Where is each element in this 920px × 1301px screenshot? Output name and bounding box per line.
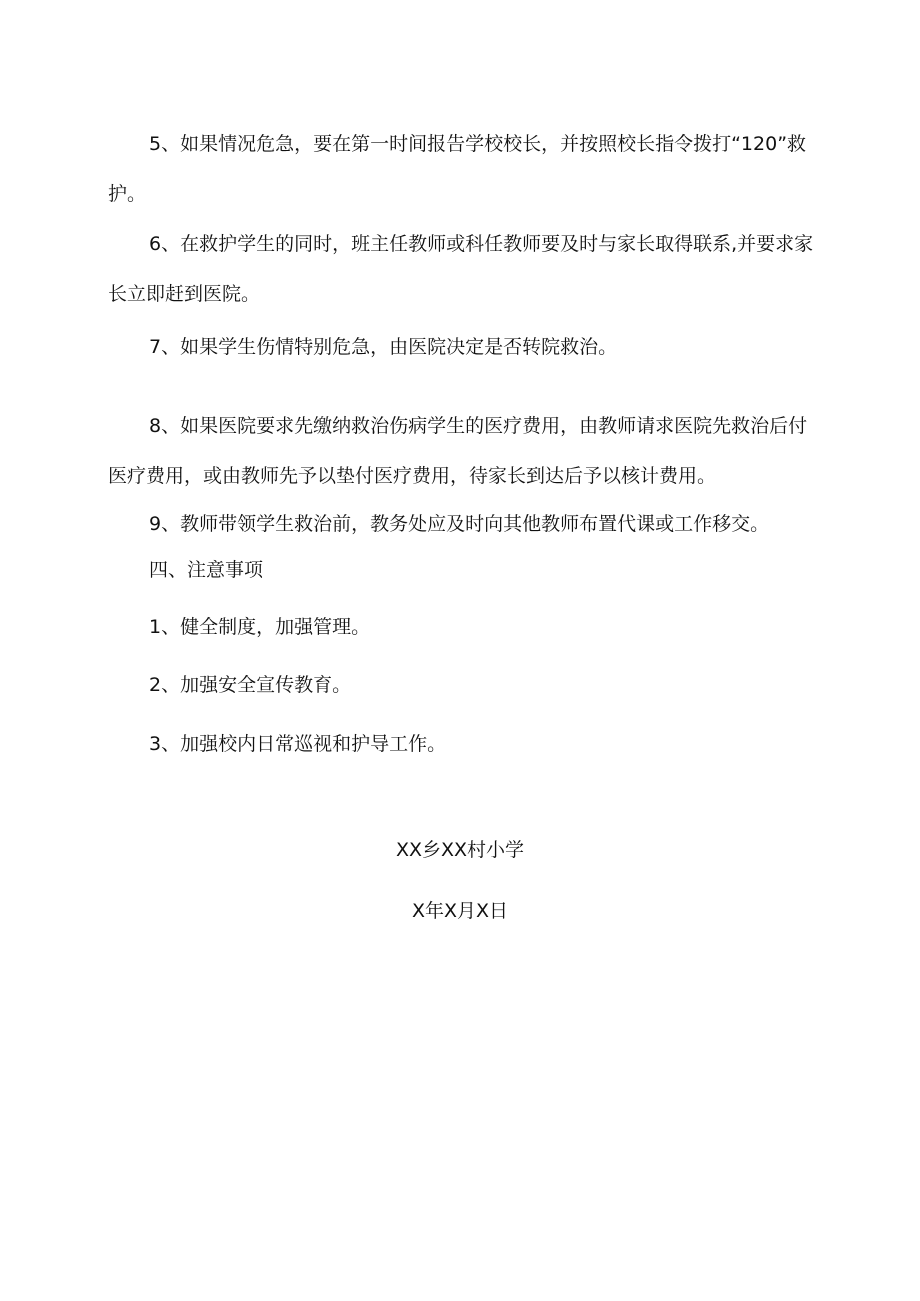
paragraph-item-7: 7、如果学生伤情特别危急，由医院决定是否转院救治。 xyxy=(149,336,618,358)
note-item-1: 1、健全制度，加强管理。 xyxy=(149,616,371,638)
note-item-2: 2、加强安全宣传教育。 xyxy=(149,674,352,696)
signature-organization: XX乡XX村小学 xyxy=(395,839,525,861)
paragraph-item-8: 8、如果医院要求先缴纳救治伤病学生的医疗费用，由教师请求医院先救治后付医疗费用，或由教师先予以垫付医疗费用，待家长到达后予以核计费用。 xyxy=(108,415,808,487)
note-item-3: 3、加强校内日常巡视和护导工作。 xyxy=(149,733,447,755)
section-heading: 四、注意事项 xyxy=(149,559,264,581)
paragraph-item-5: 5、如果情况危急，要在第一时间报告学校校长，并按照校长指令拨打“120”救护。 xyxy=(108,133,807,205)
signature-date: X年X月X日 xyxy=(411,900,509,922)
paragraph-item-9: 9、教师带领学生救治前，教务处应及时向其他教师布置代课或工作移交。 xyxy=(149,513,770,535)
paragraph-item-6: 6、在救护学生的同时，班主任教师或科任教师要及时与家长取得联系,并要求家长立即赶到医院。 xyxy=(108,233,814,305)
